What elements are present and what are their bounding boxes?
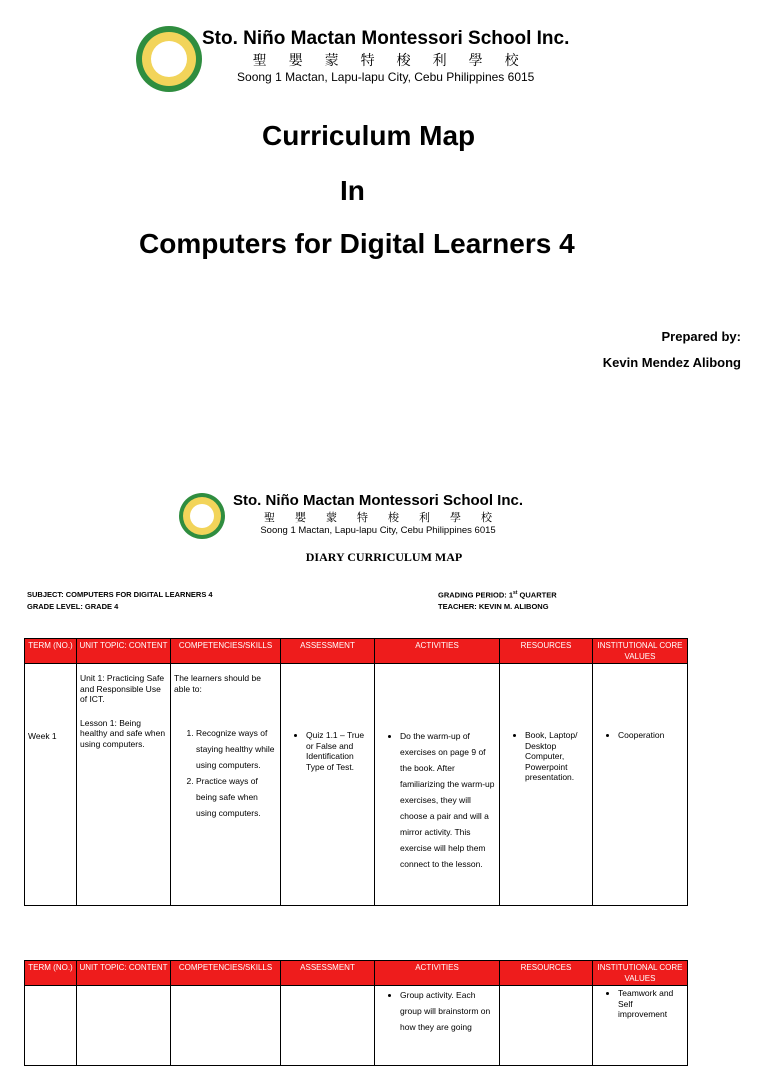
school-name-2: Sto. Niño Mactan Montessori School Inc. bbox=[233, 492, 524, 509]
grading-period-label: GRADING PERIOD: 1st QUARTER bbox=[438, 590, 557, 600]
school-address: Soong 1 Mactan, Lapu-lapu City, Cebu Philippines 6015 bbox=[237, 70, 535, 84]
list-item: • Do the warm-up of exercises on page 9 of the book. After familiarizing the warm-up exercises, they will choose a pair and will a mirror activity. This exercise will help them connect to the lesson. bbox=[400, 728, 496, 872]
list-item: • Teamwork and Self improvement bbox=[618, 988, 684, 1020]
prepared-by-label: Prepared by: bbox=[661, 329, 741, 344]
grade-level-label: GRADE LEVEL: GRADE 4 bbox=[27, 602, 119, 611]
doc-title-line1: Curriculum Map bbox=[262, 120, 476, 151]
school-chinese-name-2: 聖嬰蒙特梭利學校 bbox=[264, 511, 513, 524]
assessment-cell bbox=[281, 664, 375, 906]
list-item: • Book, Laptop/ Desktop Computer, Powerpoint presentation. bbox=[525, 730, 589, 783]
header-resources: RESOURCES bbox=[500, 639, 593, 664]
doc-title-line2: In bbox=[340, 175, 365, 206]
school-logo bbox=[136, 26, 202, 92]
header-core-values: INSTITUTIONAL CORE VALUES bbox=[593, 639, 688, 664]
competencies-cell bbox=[171, 664, 281, 906]
school-name: Sto. Niño Mactan Montessori School Inc. bbox=[202, 28, 570, 49]
author-name: Kevin Mendez Alibong bbox=[602, 355, 741, 370]
table-row bbox=[25, 986, 688, 1066]
header-activities: ACTIVITIES bbox=[375, 961, 500, 986]
header-activities: ACTIVITIES bbox=[375, 639, 500, 664]
list-item: • Cooperation bbox=[618, 730, 684, 741]
curriculum-table-1 bbox=[24, 638, 688, 906]
list-item: • Quiz 1.1 – True or False and Identification Type of Test. bbox=[306, 730, 371, 772]
unit-title: Unit 1: Practicing Safe and Responsible Use of ICT. bbox=[80, 673, 165, 704]
school-chinese-name: 聖嬰蒙特梭利學校 bbox=[252, 53, 541, 69]
header-competencies: COMPETENCIES/SKILLS bbox=[171, 639, 281, 664]
core-values-cell bbox=[593, 986, 688, 1066]
header-resources: RESOURCES bbox=[500, 961, 593, 986]
header-core-values: INSTITUTIONAL CORE VALUES bbox=[593, 961, 688, 986]
header-term: TERM (NO.) bbox=[25, 639, 77, 664]
list-item: • Group activity. Each group will brainstorm on how they are going bbox=[400, 987, 496, 1035]
curriculum-table-2 bbox=[24, 960, 688, 1066]
school-address-2: Soong 1 Mactan, Lapu-lapu City, Cebu Philippines 6015 bbox=[260, 525, 496, 536]
list-item: 2. Practice ways of being safe when using computers. bbox=[196, 773, 277, 821]
header-unit-topic: UNIT TOPIC: CONTENT bbox=[77, 961, 171, 986]
core-values-cell bbox=[593, 664, 688, 906]
lesson-title: Lesson 1: Being healthy and safe when using computers. bbox=[80, 717, 166, 749]
activities-cell bbox=[375, 664, 500, 906]
table-row bbox=[25, 664, 688, 906]
list-item: 1. Recognize ways of staying healthy while using computers. bbox=[196, 725, 277, 773]
term-cell: Week 1 bbox=[25, 664, 77, 906]
teacher-label: TEACHER: KEVIN M. ALIBONG bbox=[438, 602, 549, 611]
doc-title-line3: Computers for Digital Learners 4 bbox=[139, 228, 575, 259]
school-logo-2 bbox=[179, 493, 225, 539]
diary-heading: DIARY CURRICULUM MAP bbox=[305, 550, 463, 564]
school-header bbox=[136, 26, 569, 92]
school-header-2 bbox=[179, 493, 523, 539]
activities-cell bbox=[375, 986, 500, 1066]
header-unit-topic: UNIT TOPIC: CONTENT bbox=[77, 639, 171, 664]
header-assessment: ASSESSMENT bbox=[281, 639, 375, 664]
header-assessment: ASSESSMENT bbox=[281, 961, 375, 986]
resources-cell bbox=[500, 664, 593, 906]
header-competencies: COMPETENCIES/SKILLS bbox=[171, 961, 281, 986]
unit-cell bbox=[77, 664, 171, 906]
header-term: TERM (NO.) bbox=[25, 961, 77, 986]
subject-label: SUBJECT: COMPUTERS FOR DIGITAL LEARNERS 4 bbox=[27, 590, 213, 599]
competency-intro: The learners should be able to: bbox=[174, 673, 261, 694]
